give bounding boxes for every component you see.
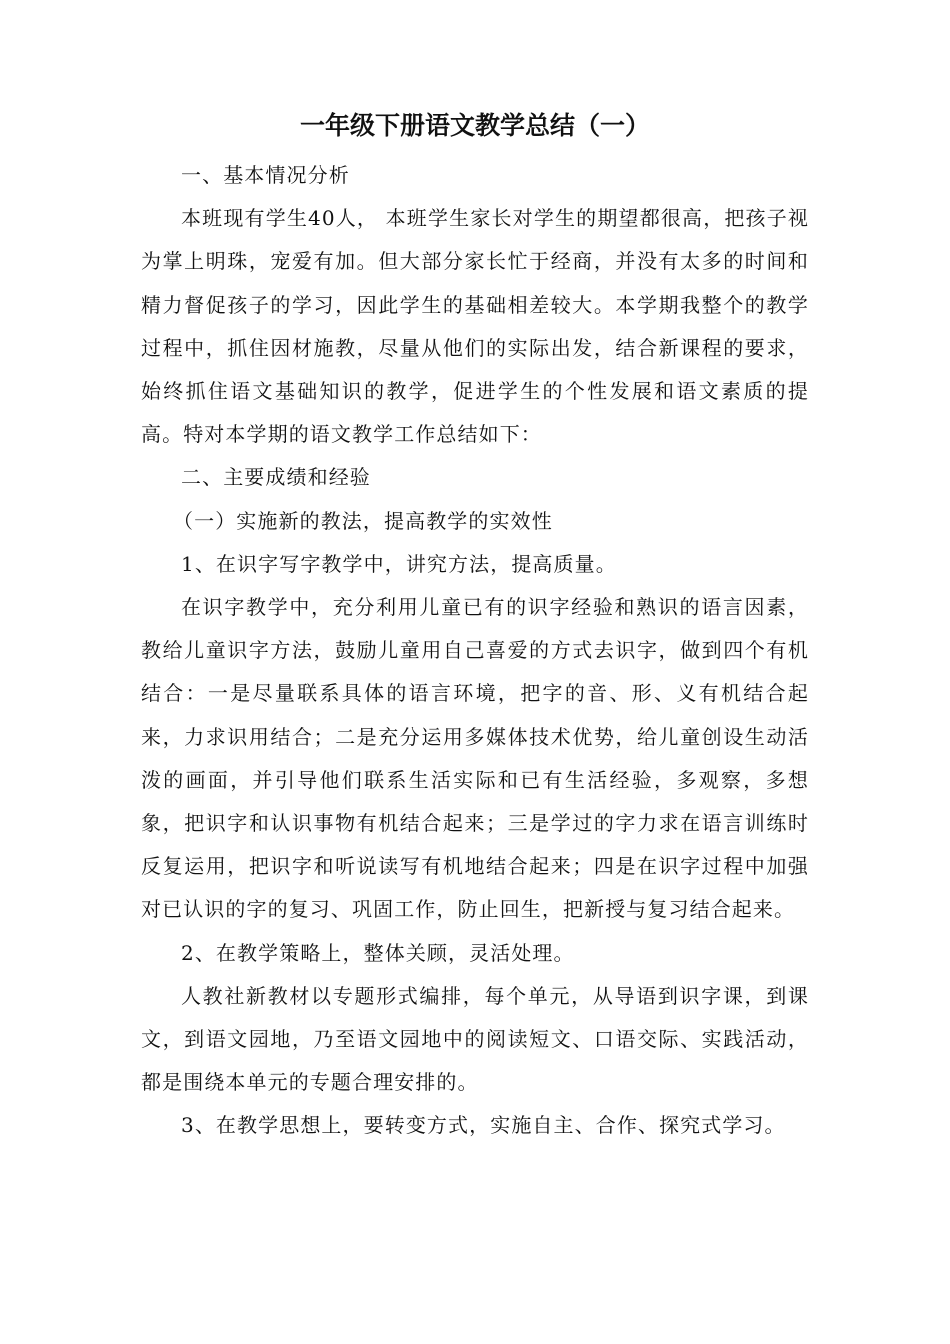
document-body [141, 154, 809, 1148]
document-title: 一年级下册语文教学总结（一） [299, 111, 650, 140]
section-heading-achievements: 二、主要成绩和经验 [181, 465, 371, 490]
item-heading-strategy: 2、在教学策略上，整体关顾，灵活处理。 [181, 940, 575, 965]
subsection-heading-new-methods: （一）实施新的教法，提高教学的实效性 [173, 508, 553, 533]
item-heading-literacy: 1、在识字写字教学中，讲究方法，提高质量。 [181, 551, 617, 576]
item-heading-teaching-ideas: 3、在教学思想上，要转变方式，实施自主、合作、探究式学习。 [181, 1113, 786, 1138]
paragraph-class-overview: 本班现有学生40人， 本班学生家长对学生的期望都很高，把孩子视为掌上明珠，宠爱有加。但大部分家长忙于经商，并没有太多的时间和精力督促孩子的学习，因此学生的基础相差较大。本学期我整个的教学过程中，抓住因材施教，尽量从他们的实际出发，结合新课程的要求，始终抓住语文基础知识的教学，促进学生的个性发展和语文素质的提高。特对本学期的语文教学工作总结如下： [141, 206, 809, 447]
paragraph-textbook-structure: 人教社新教材以专题形式编排，每个单元，从导语到识字课，到课文，到语文园地，乃至语文园地中的阅读短文、口语交际、实践活动，都是围绕本单元的专题合理安排的。 [141, 983, 809, 1095]
paragraph-literacy-teaching: 在识字教学中，充分利用儿童已有的识字经验和熟识的语言因素，教给儿童识字方法，鼓励儿童用自己喜爱的方式去识字，做到四个有机结合：一是尽量联系具体的语言环境，把字的音、形、义有机结合起来，力求识用结合；二是充分运用多媒体技术优势，给儿童创设生动活泼的画面，并引导他们联系生活实际和已有生活经验，多观察，多想象，把识字和认识事物有机结合起来；三是学过的字力求在语言训练时反复运用，把识字和听说读写有机地结合起来；四是在识字过程中加强对已认识的字的复习、巩固工作，防止回生，把新授与复习结合起来。 [141, 595, 809, 922]
section-heading-basic-situation: 一、基本情况分析 [181, 163, 350, 187]
